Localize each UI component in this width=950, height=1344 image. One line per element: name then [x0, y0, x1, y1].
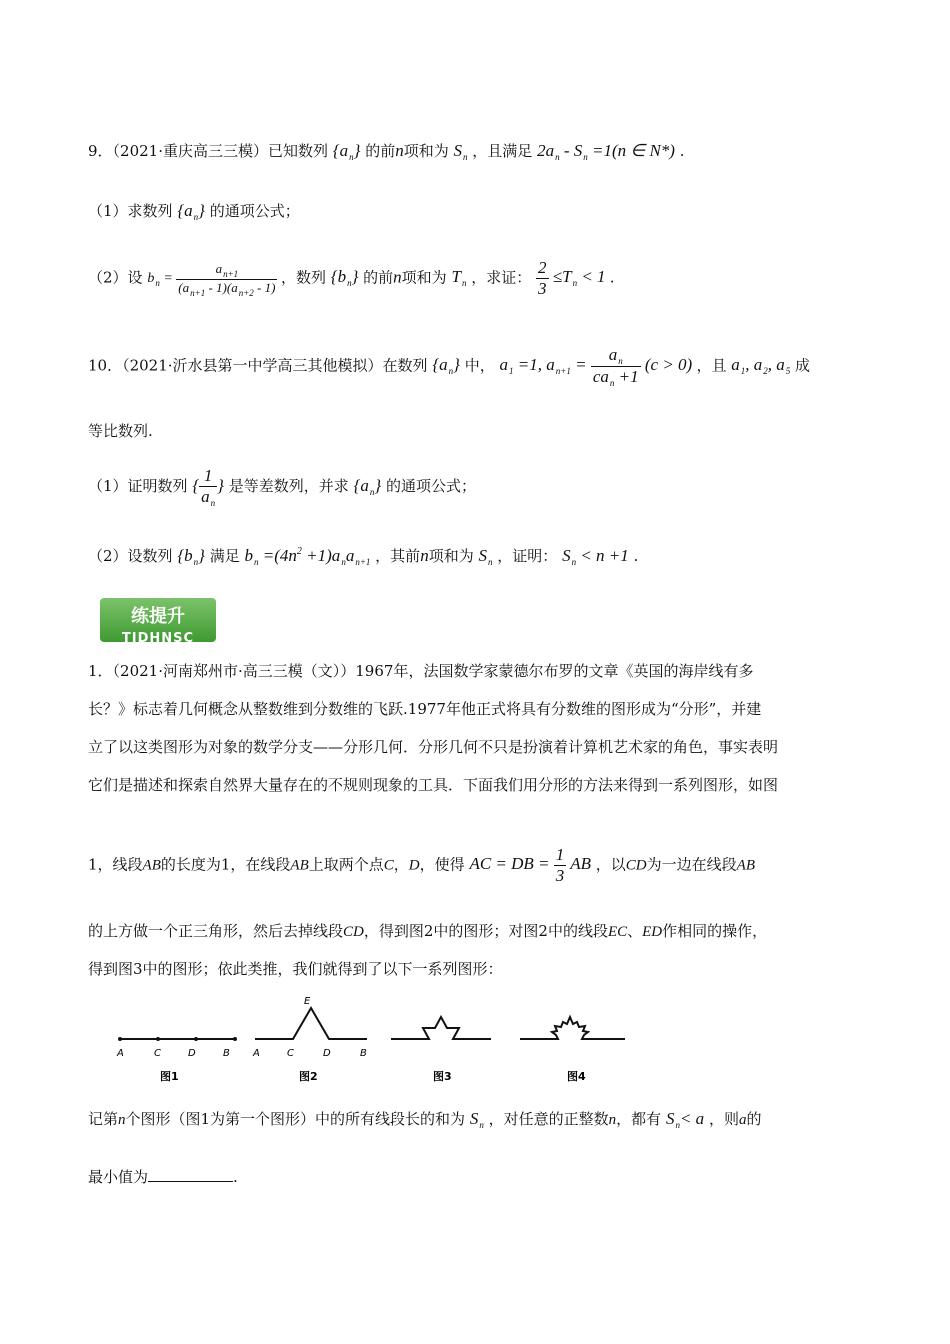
- fig1-point-C: C: [154, 1048, 161, 1059]
- answer-blank[interactable]: [148, 1167, 233, 1182]
- q10-line2: 等比数列.: [88, 422, 153, 440]
- fig1-point-B: B: [223, 1048, 230, 1059]
- q10-recurrence: $a_1 =1$, $a_{n+1}$ = $\frac{a_n}{ca_n +1}$ (c > 0): [499, 345, 693, 388]
- section-badge: [100, 598, 216, 642]
- q10-statement: 10．（2021·沂水县第一中学高三其他模拟）在数列 $\{a_n\}$ 中， $a_1 =1$, $a_{n+1}$ = $\frac{a_n}{ca_n +1}$ (c > 0) ，且 $a_1$, $a_2$, $a_5$ 成: [88, 345, 811, 388]
- fig2-point-D: D: [323, 1048, 331, 1059]
- q9-statement: 9．（2021·重庆高三三模）已知数列 $\{a_n\}$ 的前n项和为 $S_n$ ，且满足 $2a_n - S_n =1(n$ ∈ N*) .: [88, 141, 685, 162]
- fig2-point-C: C: [287, 1048, 294, 1059]
- q10-number: 10．: [88, 356, 123, 375]
- fig1-point-D: D: [188, 1048, 196, 1059]
- q9-part2: （2）设 $b_n$ = $\frac{a_{n+1}}{(a_{n+1} - 1)(a_{n+2} - 1)}$ ，数列 $\{b_n\}$ 的前n项和为 $T_n$ ，求证： $\frac{2}{3}$ $\le T_n < 1$ .: [88, 258, 615, 298]
- q9-source: （2021·重庆高三三模）: [112, 142, 268, 160]
- q1-line2: 长？》标志着几何概念从整数维到分数维的飞跃.1977年他正式将具有分数维的图形成为“分形”，并建: [88, 700, 762, 718]
- q10-source: （2021·沂水县第一中学高三其他模拟）: [122, 356, 383, 375]
- figure-3: [391, 1017, 491, 1039]
- q1-line4: 它们是描述和探索自然界大量存在的不规则现象的工具．下面我们用分形的方法来得到一系列图形，如图: [88, 776, 779, 794]
- Sn-symbol: $S_n$: [453, 141, 468, 162]
- q1-line1: 1．（2021·河南郑州市·高三三模（文））1967年，法国数学家蒙德尔布罗的文章《英国的海岸线有多: [88, 662, 754, 680]
- fig2-point-B: B: [360, 1048, 367, 1059]
- q1-line7: 得到图3中的图形；依此类推，我们就得到了以下一系列图形：: [88, 960, 503, 978]
- q1-line3: 立了以这类图形为对象的数学分支——分形几何．分形几何不只是扮演着计算机艺术家的角色，事实表明: [88, 738, 779, 756]
- q9-part1: （1）求数列 $\{a_n\}$ 的通项公式；: [88, 201, 300, 222]
- q1-paragraph: [88, 652, 858, 804]
- figure-1-label: 图1: [160, 1070, 179, 1083]
- fractal-figures: [95, 990, 640, 1090]
- q10-part1: （1）证明数列 { $\frac{1}{a_n}$ } 是等差数列，并求 $\{a_n\}$ 的通项公式；: [88, 466, 476, 508]
- fig1-point-A: A: [117, 1048, 124, 1059]
- figure-2-label: 图2: [299, 1070, 318, 1083]
- q10-bn-formula: $b_n =(4n^2 +1)a_na_{n+1}$: [244, 546, 371, 567]
- q1-line6: 的上方做一个正三角形，然后去掉线段CD，得到图2中的图形；对图2中的线段EC、ED作相同的操作，: [88, 922, 768, 940]
- seq-an-braced: $\{a_n\}$: [332, 141, 361, 162]
- figure-2: [255, 1008, 367, 1039]
- q9-number: 9．: [88, 142, 113, 160]
- q9-condition: $2a_n - S_n =1(n$ ∈ N*): [537, 141, 675, 162]
- q1-line9: 最小值为 .: [88, 1168, 238, 1186]
- section-badge-title: 练提升: [131, 606, 185, 627]
- section-badge-subtitle: TIDHNSC: [121, 631, 195, 642]
- fig2-point-E: E: [304, 996, 311, 1007]
- q1-ratio-equation: AC = DB = $\frac{1}{3}$ AB: [469, 845, 591, 885]
- bn-definition: $b_n$ = $\frac{a_{n+1}}{(a_{n+1} - 1)(a_{n+2} - 1)}$: [147, 260, 276, 298]
- figure-4-label: 图4: [567, 1070, 586, 1083]
- q1-line8: 记第n个图形（图1为第一个图形）中的所有线段长的和为 $S_n$ ，对任意的正整数n，都有 $S_n< a$ ，则a的: [88, 1109, 762, 1130]
- q1-line5: 1，线段AB的长度为1，在线段AB上取两个点C，D，使得 AC = DB = $\frac{1}{3}$ AB ，以CD为一边在线段AB: [88, 845, 755, 885]
- figure-4: [520, 1017, 625, 1039]
- q9-inequality: $\frac{2}{3}$ $\le T_n < 1$: [538, 258, 606, 298]
- figure-3-label: 图3: [433, 1070, 452, 1083]
- q10-part2: （2）设数列 $\{b_n\}$ 满足 $b_n =(4n^2 +1)a_na_{n+1}$ ，其前n项和为 $S_n$ ，证明： $S_n < n +1$ .: [88, 546, 639, 567]
- fig2-point-A: A: [253, 1048, 260, 1059]
